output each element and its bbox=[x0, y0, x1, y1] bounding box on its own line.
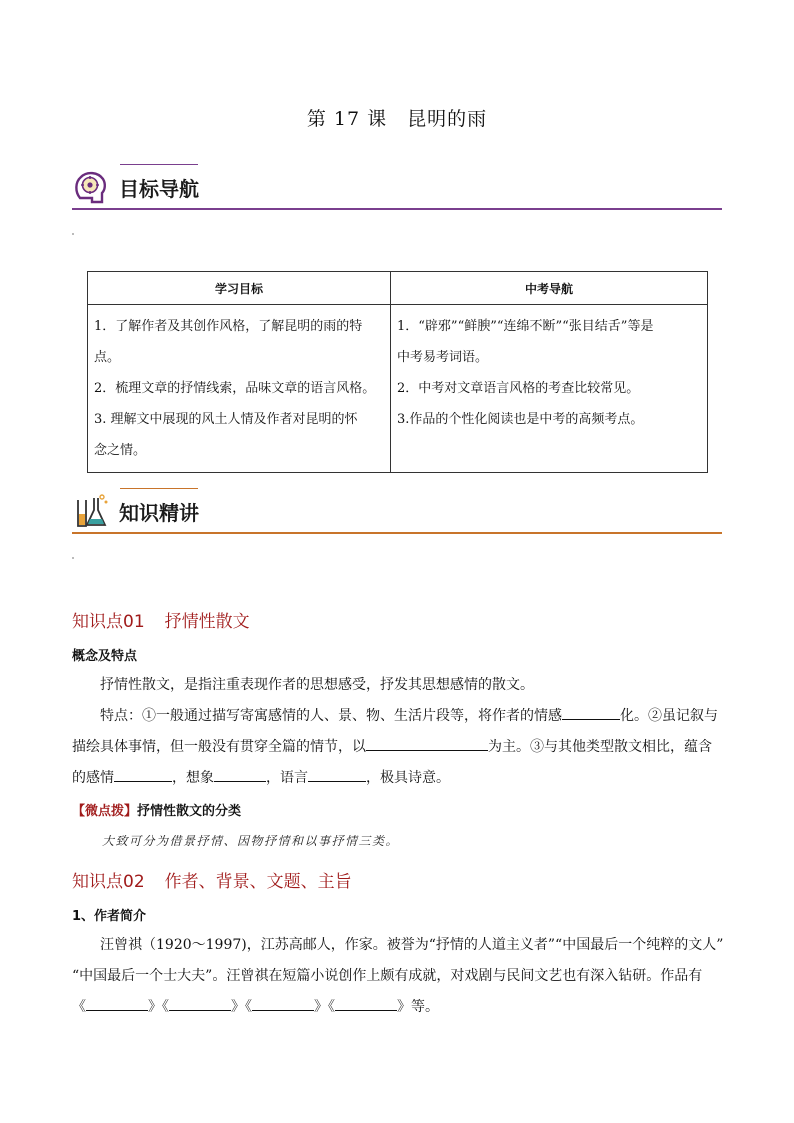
paragraph-block bbox=[72, 930, 727, 1023]
section-header-knowledge bbox=[72, 488, 722, 534]
fill-blank[interactable] bbox=[335, 996, 397, 1011]
section-header-underline bbox=[72, 532, 722, 534]
exam-line: 1．“辟邪”“鲜腴”“连绵不断”“张目结舌”等是 bbox=[397, 319, 654, 334]
paragraph-line: 描绘具体事情，但一般没有贯穿全篇的情节，以 为主。③与其他类型散文相比，蕴含 bbox=[72, 732, 727, 763]
paragraph-line: 抒情性散文，是指注重表现作者的思想感受，抒发其思想感情的散文。 bbox=[100, 677, 534, 693]
exam-line: 2．中考对文章语言风格的考查比较常见。 bbox=[397, 381, 640, 396]
goals-table bbox=[87, 271, 708, 473]
paragraph-line: 汪曾祺（1920～1997)，江苏高邮人，作家。被誉为“抒情的人道主义者”“中国最后一个纯粹的文人” bbox=[100, 937, 724, 953]
goals-exam-cell bbox=[391, 305, 708, 473]
flask-icon bbox=[72, 492, 110, 530]
subheading: 概念及特点 bbox=[72, 649, 138, 664]
goal-line: 念之情。 bbox=[94, 443, 147, 458]
paragraph-line: 《 》《 》《 》《 》等。 bbox=[72, 992, 727, 1023]
goal-line: 点。 bbox=[94, 350, 121, 365]
marker-dot bbox=[72, 233, 74, 235]
section-title: 目标导航 bbox=[119, 177, 199, 201]
knowledge-point-title: 抒情性散文 bbox=[164, 612, 250, 632]
fill-blank[interactable] bbox=[86, 996, 148, 1011]
fill-blank[interactable] bbox=[252, 996, 314, 1011]
tip-title: 抒情性散文的分类 bbox=[137, 804, 242, 819]
fill-blank[interactable] bbox=[114, 767, 172, 782]
tip-heading bbox=[72, 800, 241, 819]
tip-text: 大致可分为借景抒情、因物抒情和以事抒情三类。 bbox=[102, 834, 400, 848]
subheading: 1、作者简介 bbox=[72, 909, 147, 924]
marker-dot bbox=[72, 557, 74, 559]
fill-blank[interactable] bbox=[214, 767, 266, 782]
section-header-topline bbox=[120, 164, 198, 165]
goal-line: 1．了解作者及其创作风格，了解昆明的雨的特 bbox=[94, 319, 363, 334]
knowledge-point-heading bbox=[72, 607, 250, 632]
section-header-goals bbox=[72, 164, 722, 210]
knowledge-point-number: 知识点01 bbox=[72, 612, 145, 632]
paragraph-line: 的感情 ，想象 ，语言 ，极具诗意。 bbox=[72, 763, 727, 794]
exam-line: 中考易考词语。 bbox=[397, 350, 489, 365]
fill-blank[interactable] bbox=[308, 767, 366, 782]
tip-bracket: 【微点拨】 bbox=[72, 804, 138, 819]
goals-learning-cell bbox=[88, 305, 391, 473]
exam-line: 3.作品的个性化阅读也是中考的高频考点。 bbox=[397, 412, 644, 427]
section-header-topline bbox=[120, 488, 198, 489]
fill-blank[interactable] bbox=[562, 705, 620, 720]
fill-blank[interactable] bbox=[169, 996, 231, 1011]
paragraph-line: 特点：①一般通过描写寄寓感情的人、景、物、生活片段等，将作者的情感 化。②虽记叙与 bbox=[72, 701, 727, 732]
goals-header-exam: 中考导航 bbox=[391, 272, 708, 305]
page-title: 第 17 课 昆明的雨 bbox=[306, 108, 488, 130]
section-header-underline bbox=[72, 208, 722, 210]
knowledge-point-title: 作者、背景、文题、主旨 bbox=[164, 872, 352, 892]
goals-header-learning: 学习目标 bbox=[88, 272, 391, 305]
goal-line: 3. 理解文中展现的风土人情及作者对昆明的怀 bbox=[94, 412, 358, 427]
knowledge-point-number: 知识点02 bbox=[72, 872, 145, 892]
knowledge-point-heading bbox=[72, 867, 352, 892]
section-title: 知识精讲 bbox=[119, 501, 199, 525]
brain-gear-icon bbox=[72, 168, 110, 206]
goal-line: 2．梳理文章的抒情线索，品味文章的语言风格。 bbox=[94, 381, 376, 396]
fill-blank[interactable] bbox=[366, 736, 488, 751]
paragraph-block bbox=[72, 670, 727, 794]
paragraph-line: “中国最后一个士大夫”。汪曾祺在短篇小说创作上颇有成就，对戏剧与民间文艺也有深入钻研。作品有 bbox=[72, 968, 703, 984]
